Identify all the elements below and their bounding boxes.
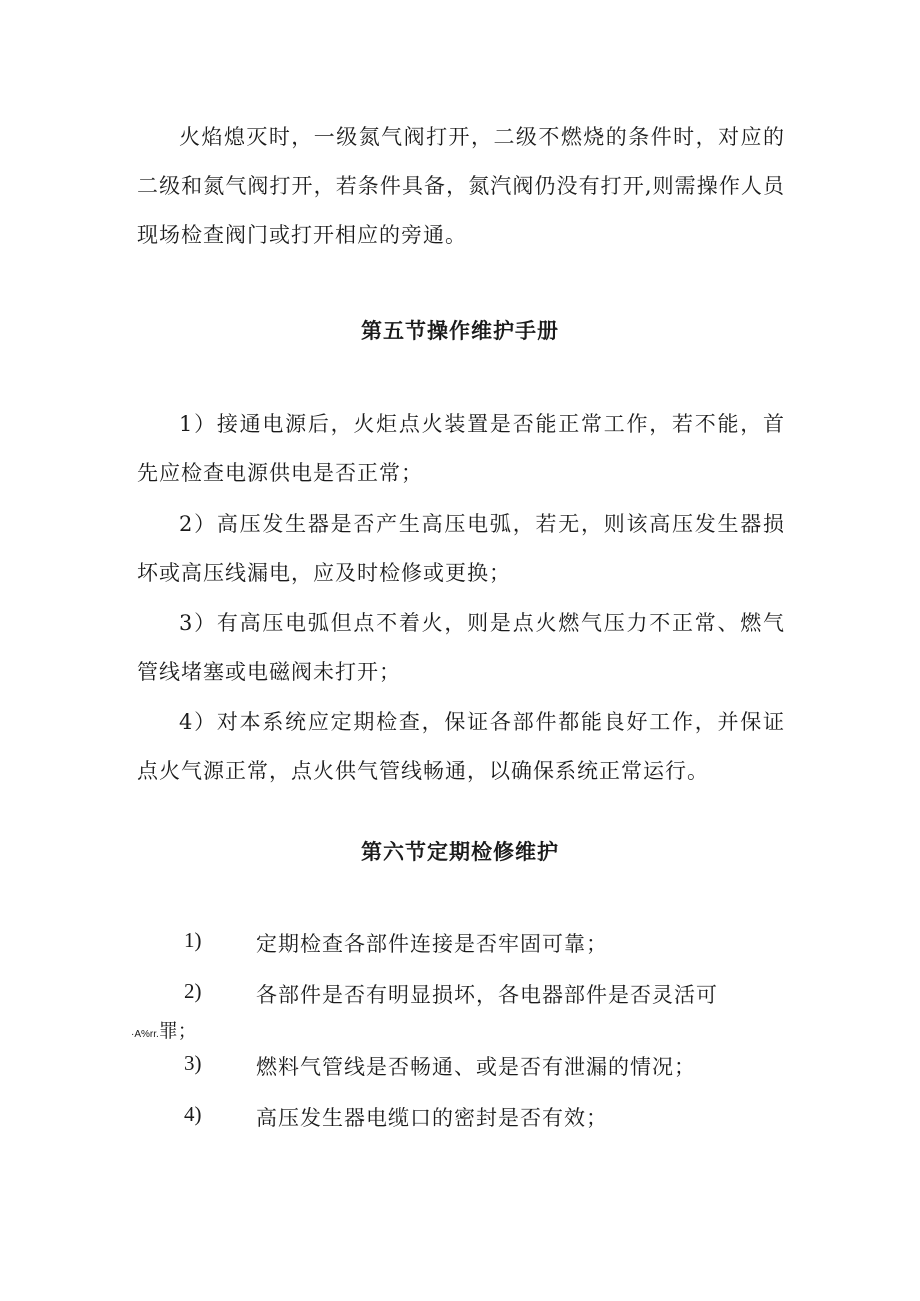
section-6-heading: 第六节定期检修维护 (361, 839, 559, 864)
list-number: 3) (184, 1051, 202, 1075)
list-text: 定期检查各部件连接是否牢固可靠； (256, 932, 608, 956)
section-5-item-1: 1）接通电源后，火炬点火装置是否能正常工作，若不能，首先应检查电源供电是否正常； (137, 412, 785, 485)
garbled-continuation: 罪； (158, 1020, 197, 1042)
section-6-list-item-4 (0, 1102, 920, 1132)
section-6-list-item-3 (0, 1051, 920, 1081)
section-6-list-item-2 (0, 979, 920, 1009)
wrapped-garbled-text (131, 1016, 197, 1043)
section-6-list-item-1 (0, 928, 920, 958)
list-text: 各部件是否有明显损坏，各电器部件是否灵活可 (256, 983, 718, 1007)
list-text: 高压发生器电缆口的密封是否有效； (256, 1106, 608, 1130)
section-5-heading: 第五节操作维护手册 (361, 318, 559, 343)
list-number: 4) (184, 1102, 202, 1126)
list-number: 2) (184, 979, 202, 1003)
list-text: 燃料气管线是否畅通、或是否有泄漏的情况； (256, 1055, 696, 1079)
section-5-item-4: 4）对本系统应定期检查，保证各部件都能良好工作，并保证点火气源正常，点火供气管线畅通，以确保系统正常运行。 (137, 710, 785, 783)
garbled-characters: ·A%rr. (131, 1029, 159, 1040)
section-5-item-2: 2）高压发生器是否产生高压电弧，若无，则该高压发生器损坏或高压线漏电，应及时检修或更换； (137, 512, 785, 585)
intro-paragraph: 火焰熄灭时，一级氮气阀打开，二级不燃烧的条件时，对应的二级和氮气阀打开，若条件具备，氮汽阀仍没有打开,则需操作人员现场检查阀门或打开相应的旁通。 (137, 125, 785, 247)
list-number: 1) (184, 928, 202, 952)
section-5-item-3: 3）有高压电弧但点不着火，则是点火燃气压力不正常、燃气管线堵塞或电磁阀未打开； (137, 611, 785, 684)
